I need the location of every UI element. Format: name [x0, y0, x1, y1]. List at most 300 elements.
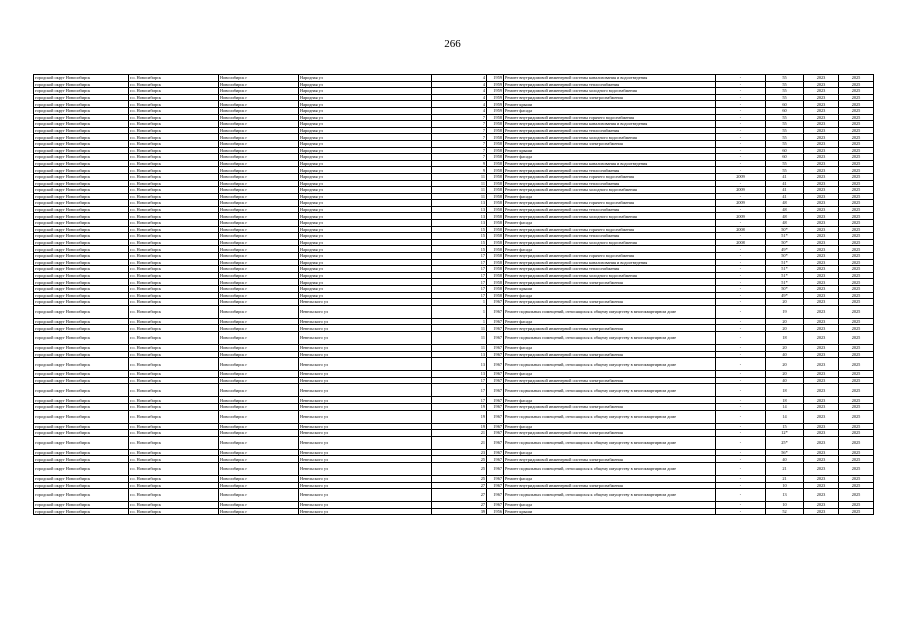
house-number-cell: 7: [432, 114, 487, 121]
work-type-cell: Ремонт подвальных помещений, относящихся к общему имуществу в многоквартирном доме: [504, 462, 716, 475]
city-district-cell: г.о. Новосибирск: [129, 239, 219, 246]
street-cell: Народная ул: [299, 107, 432, 114]
end-year-cell: 2025: [839, 226, 874, 233]
table-row: [34, 456, 874, 463]
last-repair-year-cell: -: [716, 344, 766, 351]
end-year-cell: 2025: [839, 134, 874, 141]
house-number-cell: 7: [432, 127, 487, 134]
work-type-cell: Ремонт внутридомовой инженерной системы теплоснабжения: [504, 81, 716, 88]
house-number-cell: 11: [432, 173, 487, 180]
table-row: [34, 121, 874, 128]
city-district-cell: г.о. Новосибирск: [129, 101, 219, 108]
house-number-cell: 7: [432, 154, 487, 161]
house-number-cell: 15: [432, 246, 487, 253]
city-district-cell: г.о. Новосибирск: [129, 213, 219, 220]
start-year-cell: 2023: [804, 325, 839, 332]
settlement-cell: Новосибирск г: [219, 377, 299, 384]
settlement-cell: Новосибирск г: [219, 81, 299, 88]
city-district-cell: г.о. Новосибирск: [129, 299, 219, 306]
street-cell: Невельского ул: [299, 318, 432, 325]
street-cell: Народная ул: [299, 114, 432, 121]
settlement-cell: Новосибирск г: [219, 266, 299, 273]
settlement-cell: Новосибирск г: [219, 127, 299, 134]
municipal-district-cell: городской округ Новосибирск: [34, 101, 129, 108]
capital-repair-table: [33, 74, 873, 515]
start-year-cell: 2023: [804, 107, 839, 114]
last-repair-year-cell: -: [716, 94, 766, 101]
work-type-cell: Ремонт внутридомовой инженерной системы канализования и водоотведения: [504, 75, 716, 82]
start-year-cell: 2023: [804, 134, 839, 141]
start-year-cell: 2023: [804, 266, 839, 273]
city-district-cell: г.о. Новосибирск: [129, 410, 219, 423]
house-number-cell: 7: [432, 147, 487, 154]
last-repair-year-cell: -: [716, 160, 766, 167]
build-year-cell: 1967: [487, 299, 504, 306]
municipal-district-cell: городской округ Новосибирск: [34, 286, 129, 293]
house-number-cell: 15: [432, 226, 487, 233]
house-number-cell: 9: [432, 160, 487, 167]
city-district-cell: г.о. Новосибирск: [129, 81, 219, 88]
table-row: [34, 226, 874, 233]
settlement-cell: Новосибирск г: [219, 233, 299, 240]
end-year-cell: 2025: [839, 121, 874, 128]
street-cell: Народная ул: [299, 180, 432, 187]
build-year-cell: 1959: [487, 101, 504, 108]
settlement-cell: Новосибирск г: [219, 206, 299, 213]
house-number-cell: 1: [432, 299, 487, 306]
municipal-district-cell: городской округ Новосибирск: [34, 121, 129, 128]
wear-value-cell: 20: [766, 358, 804, 371]
work-type-cell: Ремонт фасада: [504, 246, 716, 253]
end-year-cell: 2025: [839, 114, 874, 121]
start-year-cell: 2023: [804, 127, 839, 134]
work-type-cell: Ремонт крыши: [504, 101, 716, 108]
municipal-district-cell: городской округ Новосибирск: [34, 344, 129, 351]
last-repair-year-cell: -: [716, 147, 766, 154]
wear-value-cell: 51*: [766, 272, 804, 279]
start-year-cell: 2023: [804, 200, 839, 207]
last-repair-year-cell: -: [716, 134, 766, 141]
wear-value-cell: 48: [766, 200, 804, 207]
end-year-cell: 2025: [839, 173, 874, 180]
municipal-district-cell: городской округ Новосибирск: [34, 371, 129, 378]
settlement-cell: Новосибирск г: [219, 193, 299, 200]
wear-value-cell: 48: [766, 206, 804, 213]
wear-value-cell: 51*: [766, 279, 804, 286]
end-year-cell: 2025: [839, 154, 874, 161]
table-row: [34, 101, 874, 108]
end-year-cell: 2025: [839, 358, 874, 371]
street-cell: Невельского ул: [299, 371, 432, 378]
city-district-cell: г.о. Новосибирск: [129, 140, 219, 147]
table-row: [34, 272, 874, 279]
street-cell: Народная ул: [299, 75, 432, 82]
build-year-cell: 1958: [487, 253, 504, 260]
table-row: [34, 173, 874, 180]
municipal-district-cell: городской округ Новосибирск: [34, 160, 129, 167]
city-district-cell: г.о. Новосибирск: [129, 482, 219, 489]
house-number-cell: 13: [432, 358, 487, 371]
house-number-cell: 1: [432, 318, 487, 325]
city-district-cell: г.о. Новосибирск: [129, 134, 219, 141]
start-year-cell: 2023: [804, 233, 839, 240]
end-year-cell: 2025: [839, 489, 874, 502]
street-cell: Народная ул: [299, 272, 432, 279]
street-cell: Невельского ул: [299, 397, 432, 404]
table-row: [34, 489, 874, 502]
street-cell: Народная ул: [299, 81, 432, 88]
house-number-cell: 1: [432, 305, 487, 318]
table-row: [34, 134, 874, 141]
municipal-district-cell: городской округ Новосибирск: [34, 449, 129, 456]
wear-value-cell: 48: [766, 213, 804, 220]
house-number-cell: 4: [432, 88, 487, 95]
work-type-cell: Ремонт внутридомовой инженерной системы теплоснабжения: [504, 233, 716, 240]
start-year-cell: 2023: [804, 75, 839, 82]
settlement-cell: Новосибирск г: [219, 94, 299, 101]
settlement-cell: Новосибирск г: [219, 318, 299, 325]
table-row: [34, 75, 874, 82]
work-type-cell: Ремонт внутридомовой инженерной системы электроснабжения: [504, 403, 716, 410]
city-district-cell: г.о. Новосибирск: [129, 226, 219, 233]
wear-value-cell: 13: [766, 489, 804, 502]
house-number-cell: 4: [432, 75, 487, 82]
end-year-cell: 2025: [839, 253, 874, 260]
last-repair-year-cell: -: [716, 88, 766, 95]
table-row: [34, 154, 874, 161]
page-number: 266: [444, 38, 461, 50]
end-year-cell: 2025: [839, 213, 874, 220]
settlement-cell: Новосибирск г: [219, 272, 299, 279]
house-number-cell: 17: [432, 272, 487, 279]
table-row: [34, 436, 874, 449]
start-year-cell: 2023: [804, 371, 839, 378]
table-row: [34, 213, 874, 220]
last-repair-year-cell: -: [716, 253, 766, 260]
end-year-cell: 2025: [839, 305, 874, 318]
end-year-cell: 2025: [839, 266, 874, 273]
wear-value-cell: 52: [766, 508, 804, 515]
table-row: [34, 94, 874, 101]
municipal-district-cell: городской округ Новосибирск: [34, 430, 129, 437]
settlement-cell: Новосибирск г: [219, 475, 299, 482]
table-row: [34, 462, 874, 475]
wear-value-cell: 15: [766, 423, 804, 430]
municipal-district-cell: городской округ Новосибирск: [34, 81, 129, 88]
end-year-cell: 2025: [839, 286, 874, 293]
street-cell: Невельского ул: [299, 508, 432, 515]
start-year-cell: 2023: [804, 508, 839, 515]
end-year-cell: 2025: [839, 449, 874, 456]
settlement-cell: Новосибирск г: [219, 449, 299, 456]
table-row: [34, 292, 874, 299]
wear-value-cell: 55: [766, 94, 804, 101]
work-type-cell: Ремонт внутридомовой инженерной системы электроснабжения: [504, 482, 716, 489]
end-year-cell: 2025: [839, 160, 874, 167]
start-year-cell: 2023: [804, 502, 839, 509]
house-number-cell: 25: [432, 475, 487, 482]
build-year-cell: 1958: [487, 173, 504, 180]
house-number-cell: 17: [432, 384, 487, 397]
work-type-cell: Ремонт фасада: [504, 154, 716, 161]
start-year-cell: 2023: [804, 344, 839, 351]
street-cell: Народная ул: [299, 88, 432, 95]
wear-value-cell: 51*: [766, 266, 804, 273]
start-year-cell: 2023: [804, 377, 839, 384]
municipal-district-cell: городской округ Новосибирск: [34, 489, 129, 502]
street-cell: Народная ул: [299, 127, 432, 134]
street-cell: Народная ул: [299, 121, 432, 128]
start-year-cell: 2023: [804, 299, 839, 306]
municipal-district-cell: городской округ Новосибирск: [34, 167, 129, 174]
wear-value-cell: 21: [766, 462, 804, 475]
work-type-cell: Ремонт внутридомовой инженерной системы горячего водоснабжения: [504, 173, 716, 180]
house-number-cell: 11: [432, 344, 487, 351]
work-type-cell: Ремонт внутридомовой инженерной системы холодного водоснабжения: [504, 272, 716, 279]
last-repair-year-cell: -: [716, 299, 766, 306]
table-row: [34, 344, 874, 351]
work-type-cell: Ремонт фасада: [504, 292, 716, 299]
street-cell: Невельского ул: [299, 423, 432, 430]
work-type-cell: Ремонт фасада: [504, 475, 716, 482]
work-type-cell: Ремонт фасада: [504, 220, 716, 227]
house-number-cell: 13: [432, 213, 487, 220]
street-cell: Народная ул: [299, 187, 432, 194]
work-type-cell: Ремонт внутридомовой инженерной системы теплоснабжения: [504, 206, 716, 213]
work-type-cell: Ремонт фасада: [504, 318, 716, 325]
municipal-district-cell: городской округ Новосибирск: [34, 200, 129, 207]
table-row: [34, 233, 874, 240]
settlement-cell: Новосибирск г: [219, 107, 299, 114]
settlement-cell: Новосибирск г: [219, 482, 299, 489]
street-cell: Невельского ул: [299, 377, 432, 384]
last-repair-year-cell: -: [716, 246, 766, 253]
street-cell: Невельского ул: [299, 502, 432, 509]
municipal-district-cell: городской округ Новосибирск: [34, 154, 129, 161]
wear-value-cell: 25*: [766, 436, 804, 449]
municipal-district-cell: городской округ Новосибирск: [34, 272, 129, 279]
end-year-cell: 2025: [839, 180, 874, 187]
wear-value-cell: 41: [766, 173, 804, 180]
settlement-cell: Новосибирск г: [219, 344, 299, 351]
city-district-cell: г.о. Новосибирск: [129, 272, 219, 279]
last-repair-year-cell: -: [716, 482, 766, 489]
last-repair-year-cell: -: [716, 286, 766, 293]
work-type-cell: Ремонт внутридомовой инженерной системы теплоснабжения: [504, 180, 716, 187]
city-district-cell: г.о. Новосибирск: [129, 292, 219, 299]
last-repair-year-cell: -: [716, 502, 766, 509]
city-district-cell: г.о. Новосибирск: [129, 200, 219, 207]
work-type-cell: Ремонт фасада: [504, 502, 716, 509]
street-cell: Невельского ул: [299, 384, 432, 397]
end-year-cell: 2025: [839, 482, 874, 489]
wear-value-cell: 55: [766, 134, 804, 141]
start-year-cell: 2023: [804, 351, 839, 358]
table-row: [34, 127, 874, 134]
settlement-cell: Новосибирск г: [219, 213, 299, 220]
start-year-cell: 2023: [804, 226, 839, 233]
street-cell: Народная ул: [299, 220, 432, 227]
settlement-cell: Новосибирск г: [219, 226, 299, 233]
end-year-cell: 2025: [839, 384, 874, 397]
municipal-district-cell: городской округ Новосибирск: [34, 279, 129, 286]
start-year-cell: 2023: [804, 160, 839, 167]
start-year-cell: 2023: [804, 410, 839, 423]
municipal-district-cell: городской округ Новосибирск: [34, 377, 129, 384]
table-row: [34, 351, 874, 358]
build-year-cell: 1958: [487, 134, 504, 141]
build-year-cell: 1967: [487, 456, 504, 463]
wear-value-cell: 55: [766, 81, 804, 88]
start-year-cell: 2023: [804, 167, 839, 174]
last-repair-year-cell: -: [716, 206, 766, 213]
build-year-cell: 1958: [487, 220, 504, 227]
city-district-cell: г.о. Новосибирск: [129, 384, 219, 397]
build-year-cell: 1958: [487, 121, 504, 128]
street-cell: Невельского ул: [299, 482, 432, 489]
last-repair-year-cell: 2009: [716, 200, 766, 207]
street-cell: Невельского ул: [299, 403, 432, 410]
build-year-cell: 1958: [487, 239, 504, 246]
municipal-district-cell: городской округ Новосибирск: [34, 456, 129, 463]
start-year-cell: 2023: [804, 180, 839, 187]
city-district-cell: г.о. Новосибирск: [129, 127, 219, 134]
street-cell: Невельского ул: [299, 325, 432, 332]
house-number-cell: 11: [432, 325, 487, 332]
table-row: [34, 430, 874, 437]
start-year-cell: 2023: [804, 286, 839, 293]
last-repair-year-cell: -: [716, 403, 766, 410]
build-year-cell: 1967: [487, 351, 504, 358]
build-year-cell: 1958: [487, 266, 504, 273]
street-cell: Народная ул: [299, 213, 432, 220]
start-year-cell: 2023: [804, 246, 839, 253]
build-year-cell: 1967: [487, 403, 504, 410]
end-year-cell: 2025: [839, 107, 874, 114]
work-type-cell: Ремонт внутридомовой инженерной системы электроснабжения: [504, 351, 716, 358]
wear-value-cell: 55: [766, 167, 804, 174]
wear-value-cell: 12*: [766, 430, 804, 437]
work-type-cell: Ремонт внутридомовой инженерной системы канализования и водоотведения: [504, 121, 716, 128]
start-year-cell: 2023: [804, 384, 839, 397]
table-row: [34, 81, 874, 88]
street-cell: Невельского ул: [299, 475, 432, 482]
work-type-cell: Ремонт фасада: [504, 371, 716, 378]
table-row: [34, 140, 874, 147]
city-district-cell: г.о. Новосибирск: [129, 508, 219, 515]
last-repair-year-cell: -: [716, 430, 766, 437]
municipal-district-cell: городской округ Новосибирск: [34, 259, 129, 266]
municipal-district-cell: городской округ Новосибирск: [34, 147, 129, 154]
build-year-cell: 1967: [487, 482, 504, 489]
municipal-district-cell: городской округ Новосибирск: [34, 180, 129, 187]
wear-value-cell: 50*: [766, 253, 804, 260]
build-year-cell: 1958: [487, 147, 504, 154]
start-year-cell: 2023: [804, 489, 839, 502]
last-repair-year-cell: 2009: [716, 187, 766, 194]
wear-value-cell: 50*: [766, 226, 804, 233]
house-number-cell: 19: [432, 423, 487, 430]
settlement-cell: Новосибирск г: [219, 358, 299, 371]
start-year-cell: 2023: [804, 397, 839, 404]
city-district-cell: г.о. Новосибирск: [129, 462, 219, 475]
end-year-cell: 2025: [839, 167, 874, 174]
house-number-cell: 11: [432, 180, 487, 187]
municipal-district-cell: городской округ Новосибирск: [34, 239, 129, 246]
end-year-cell: 2025: [839, 410, 874, 423]
work-type-cell: Ремонт подвальных помещений, относящихся к общему имуществу в многоквартирном доме: [504, 489, 716, 502]
city-district-cell: г.о. Новосибирск: [129, 358, 219, 371]
street-cell: Невельского ул: [299, 331, 432, 344]
end-year-cell: 2025: [839, 371, 874, 378]
table-row: [34, 114, 874, 121]
start-year-cell: 2023: [804, 482, 839, 489]
work-type-cell: Ремонт подвальных помещений, относящихся к общему имуществу в многоквартирном доме: [504, 384, 716, 397]
wear-value-cell: 41: [766, 193, 804, 200]
settlement-cell: Новосибирск г: [219, 286, 299, 293]
last-repair-year-cell: -: [716, 508, 766, 515]
wear-value-cell: 20: [766, 318, 804, 325]
municipal-district-cell: городской округ Новосибирск: [34, 462, 129, 475]
city-district-cell: г.о. Новосибирск: [129, 147, 219, 154]
street-cell: Народная ул: [299, 246, 432, 253]
build-year-cell: 1958: [487, 246, 504, 253]
start-year-cell: 2023: [804, 94, 839, 101]
end-year-cell: 2025: [839, 193, 874, 200]
city-district-cell: г.о. Новосибирск: [129, 220, 219, 227]
end-year-cell: 2025: [839, 233, 874, 240]
city-district-cell: г.о. Новосибирск: [129, 259, 219, 266]
wear-value-cell: 55: [766, 114, 804, 121]
municipal-district-cell: городской округ Новосибирск: [34, 94, 129, 101]
wear-value-cell: 20: [766, 344, 804, 351]
end-year-cell: 2025: [839, 456, 874, 463]
last-repair-year-cell: -: [716, 462, 766, 475]
wear-value-cell: 18: [766, 397, 804, 404]
table-row: [34, 187, 874, 194]
build-year-cell: 1967: [487, 384, 504, 397]
street-cell: Невельского ул: [299, 358, 432, 371]
settlement-cell: Новосибирск г: [219, 114, 299, 121]
build-year-cell: 1959: [487, 75, 504, 82]
wear-value-cell: 18: [766, 331, 804, 344]
street-cell: Народная ул: [299, 253, 432, 260]
work-type-cell: Ремонт внутридомовой инженерной системы холодного водоснабжения: [504, 239, 716, 246]
municipal-district-cell: городской округ Новосибирск: [34, 127, 129, 134]
table-row: [34, 358, 874, 371]
build-year-cell: 1959: [487, 81, 504, 88]
street-cell: Народная ул: [299, 266, 432, 273]
build-year-cell: 1958: [487, 213, 504, 220]
settlement-cell: Новосибирск г: [219, 253, 299, 260]
last-repair-year-cell: -: [716, 377, 766, 384]
wear-value-cell: 55: [766, 140, 804, 147]
work-type-cell: Ремонт внутридомовой инженерной системы теплоснабжения: [504, 127, 716, 134]
work-type-cell: Ремонт внутридомовой инженерной системы холодного водоснабжения: [504, 213, 716, 220]
last-repair-year-cell: 2008: [716, 226, 766, 233]
end-year-cell: 2025: [839, 351, 874, 358]
wear-value-cell: 56*: [766, 449, 804, 456]
house-number-cell: 27: [432, 489, 487, 502]
street-cell: Народная ул: [299, 193, 432, 200]
work-type-cell: Ремонт крыши: [504, 147, 716, 154]
work-type-cell: Ремонт подвальных помещений, относящихся к общему имуществу в многоквартирном доме: [504, 305, 716, 318]
last-repair-year-cell: -: [716, 167, 766, 174]
settlement-cell: Новосибирск г: [219, 134, 299, 141]
start-year-cell: 2023: [804, 358, 839, 371]
build-year-cell: 1959: [487, 94, 504, 101]
table-row: [34, 107, 874, 114]
